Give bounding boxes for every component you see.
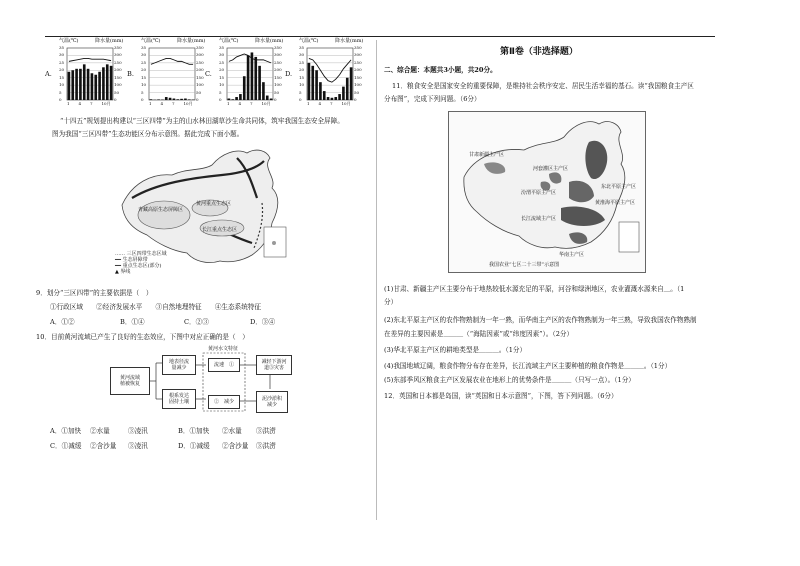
q10-choice-d-3: ③洪涝 (256, 442, 276, 450)
q9-choice-a[interactable]: A．①② (50, 318, 75, 326)
precip-bar (165, 97, 168, 100)
temp-tick: 25 (299, 59, 305, 65)
map1-legend-4: ▲ 界线 (115, 269, 131, 275)
precip-bar (157, 99, 160, 100)
temp-tick: 35 (59, 45, 65, 50)
precip-bar (350, 67, 353, 100)
map1-legend-3: ━━ 重点生态区(部分) (115, 263, 162, 269)
temp-tick: 25 (59, 59, 65, 65)
temp-tick: 0 (141, 97, 144, 102)
temp-tick: 20 (219, 67, 225, 73)
precip-bar (169, 98, 172, 100)
precip-bar (102, 67, 105, 100)
intro-line-1: “十四五”规划提出构建以“三区四带”为主的山水林田湖草沙生命共同体，筑牢我国生态安全屏障。 (60, 117, 344, 125)
precip-bar (106, 64, 109, 100)
precip-bar (87, 69, 90, 100)
q9-choice-b[interactable]: B．①④ (120, 318, 145, 326)
q10-choice-c-2: ②含沙量 (90, 442, 117, 450)
precip-axis-label: 降水量(mm) (255, 38, 284, 44)
precip-bar (247, 55, 250, 100)
precip-tick: 350 (114, 45, 122, 50)
climate-chart-3 (285, 38, 365, 110)
flow-cycle-label: 黄河水文特征 (208, 346, 239, 352)
month-tick: 1 (67, 101, 70, 106)
q10-choice-d-1[interactable]: D．①减缓 (178, 442, 210, 450)
precip-tick: 150 (114, 74, 122, 80)
temp-tick: 20 (59, 67, 65, 73)
top-rule (45, 36, 715, 37)
precip-bar (342, 87, 345, 100)
precip-tick: 200 (274, 67, 282, 73)
map2-label-fenwei: 汾渭平原主产区 (521, 190, 557, 196)
precip-bar (184, 99, 187, 100)
temp-tick: 5 (219, 89, 222, 95)
q12-stem: 12．英国和日本都是岛国，读“英国和日本示意图”，下图，答下列问题。（6分） (384, 392, 618, 400)
temp-tick: 5 (141, 89, 144, 95)
climate-chart-0 (45, 38, 125, 110)
temp-axis-label: 气温(℃) (59, 38, 79, 44)
climate-chart-letter[interactable]: D. (285, 70, 293, 78)
precip-bar (315, 70, 318, 100)
temp-tick: 30 (299, 52, 305, 58)
climate-chart-letter[interactable]: C. (205, 70, 212, 78)
month-tick: 10月 (183, 101, 193, 106)
month-tick: 1 (149, 101, 152, 106)
precip-bar (311, 66, 314, 100)
precip-bar (91, 73, 94, 100)
flow-box-e: 减轻下游河 道③灾害 (256, 355, 292, 375)
precip-axis-label: 降水量(mm) (95, 38, 124, 44)
month-tick: 1 (307, 101, 310, 106)
q11-sub1: (1)甘肃、新疆主产区主要分布于地热较低水源充足的平原，河谷和绿洲地区，农业灌溉水源来自＿。（1 (384, 285, 685, 293)
q10-choice-c-3: ③凌汛 (128, 442, 148, 450)
temp-tick: 0 (219, 97, 222, 102)
precip-tick: 100 (114, 82, 122, 88)
precip-bar (75, 69, 78, 100)
precip-tick: 100 (354, 82, 362, 88)
temp-tick: 30 (219, 52, 225, 58)
temp-tick: 10 (299, 82, 305, 88)
precip-tick: 50 (114, 89, 120, 95)
temp-tick: 15 (141, 74, 147, 80)
temp-tick: 15 (59, 74, 65, 80)
temp-tick: 20 (299, 67, 305, 73)
precip-tick: 0 (114, 97, 117, 102)
q9-stem: 9．划分“三区四带”的主要依据是（ ） (36, 289, 153, 297)
precip-tick: 100 (196, 82, 204, 88)
month-tick: 7 (250, 101, 253, 106)
month-tick: 7 (172, 101, 175, 106)
flow-origin-box: 黄河流域 植被恢复 (110, 367, 150, 395)
temp-tick: 35 (219, 45, 225, 50)
q11-sub5: (5)东部季风区粮食主产区发展农业在地形上的优势条件是＿＿＿（只写一点）。（1分） (384, 376, 635, 384)
flow-box-f: 泥沙淤积 减少 (256, 391, 288, 413)
precip-tick: 250 (354, 59, 362, 65)
precip-tick: 300 (114, 52, 122, 58)
month-tick: 10月 (261, 101, 271, 106)
precip-bar (231, 99, 234, 100)
precip-bar (180, 99, 183, 100)
map1-label-yellow-river: 黄河重点生态区 (196, 201, 232, 207)
month-tick: 4 (78, 101, 82, 106)
precip-tick: 200 (114, 67, 122, 73)
precip-tick: 50 (274, 89, 280, 95)
precip-tick: 250 (274, 59, 282, 65)
flow-box-b: 根系发达 固持土壤 (162, 389, 196, 409)
month-tick: 10月 (101, 101, 111, 106)
precip-bar (323, 91, 326, 100)
precip-tick: 0 (196, 97, 199, 102)
precip-bar (173, 99, 176, 100)
precip-bar (94, 75, 97, 100)
precip-bar (334, 97, 337, 100)
q9-choice-c[interactable]: C．②③ (184, 318, 209, 326)
precip-bar (319, 82, 322, 100)
precip-tick: 350 (196, 45, 204, 50)
precip-tick: 200 (354, 67, 362, 73)
precip-bar (235, 97, 238, 100)
precip-bar (98, 72, 101, 100)
precip-bar (258, 66, 261, 100)
climate-chart-1 (127, 38, 207, 110)
map2-caption: 我国农业“七区二十三带”示意图 (489, 262, 560, 268)
q10-choice-d-2: ②含沙量 (222, 442, 249, 450)
precip-tick: 300 (196, 52, 204, 58)
chart-frame (149, 48, 195, 100)
precip-bar (254, 57, 257, 100)
temp-tick: 20 (141, 67, 147, 73)
map2-label-south-china: 华南主产区 (559, 252, 585, 258)
q11-line-1: 11．粮食安全是国家安全的重要保障，是维持社会秩序安定、居民生活幸福的基石。读“我国粮食主产区 (392, 82, 694, 90)
climate-chart-svg (205, 38, 285, 110)
precip-bar (308, 63, 311, 100)
temp-tick: 0 (299, 97, 302, 102)
q11-sub3: (3)华北平原主产区的耕地类型是＿＿＿。（1分） (384, 346, 527, 354)
map2-label-hetao: 河套灌区主产区 (533, 166, 569, 172)
precip-bar (270, 99, 273, 100)
month-tick: 7 (90, 101, 93, 106)
precip-bar (71, 70, 74, 100)
precip-bar (327, 97, 330, 100)
precip-tick: 150 (196, 74, 204, 80)
temp-tick: 25 (141, 59, 147, 65)
map2-label-northeast: 东北平原主产区 (601, 184, 637, 190)
three-zones-four-belts-map (112, 143, 304, 278)
temperature-line (151, 58, 193, 64)
intro-line-2: 图为我国“三区四带”生态功能区分布示意图。据此完成下面小题。 (52, 130, 244, 138)
temp-tick: 10 (219, 82, 225, 88)
month-tick: 4 (160, 101, 164, 106)
map2-label-huanghuaihai: 黄淮海平原主产区 (595, 200, 636, 206)
precip-axis-label: 降水量(mm) (177, 38, 206, 44)
q11-sub2-cont: 在差异的主要因素是＿＿＿（“海陆因素”或“纬度因素”）。（2分） (384, 330, 574, 338)
temp-tick: 10 (141, 82, 147, 88)
climate-chart-letter[interactable]: A. (45, 70, 52, 78)
precip-tick: 350 (354, 45, 362, 50)
q10-choice-a-2: ②水量 (90, 427, 110, 435)
precip-bar (150, 99, 153, 100)
precip-bar (331, 98, 334, 100)
precip-bar (83, 64, 86, 100)
map1-label-qinghai: 青藏高原生态屏障区 (138, 207, 184, 213)
precip-bar (266, 96, 269, 100)
temp-tick: 30 (59, 52, 65, 58)
q10-choice-b-2: ②水量 (222, 427, 242, 435)
grain-production-map (448, 111, 646, 273)
precip-bar (188, 99, 191, 100)
temp-tick: 5 (299, 89, 302, 95)
temp-axis-label: 气温(℃) (141, 38, 161, 44)
precip-tick: 300 (354, 52, 362, 58)
precip-tick: 150 (274, 74, 282, 80)
temp-tick: 0 (59, 97, 62, 102)
precip-tick: 150 (354, 74, 362, 80)
precip-tick: 250 (196, 59, 204, 65)
q11-line-2: 分布图”，完成下列问题。（6分） (384, 95, 481, 103)
q10-choice-b-1[interactable]: B．①加快 (178, 427, 210, 435)
climate-chart-2 (205, 38, 285, 110)
temp-tick: 10 (59, 82, 65, 88)
map1-legend-2: ━━ 生态屏障带 (115, 257, 148, 263)
q10-stem: 10．目前黄河流域已产生了良好的生态效应，下图中对应正确的是（ ） (36, 333, 249, 341)
q10-choice-b-3: ③洪涝 (256, 427, 276, 435)
precip-bar (251, 52, 254, 100)
month-tick: 7 (330, 101, 333, 106)
q10-choice-c-1[interactable]: C．①减缓 (50, 442, 82, 450)
q11-sub4: (4)我国地域辽阔，粮食作物分布存在差异，长江流域主产区主要种植的粮食作物是＿＿＿。（1分） (384, 362, 672, 370)
temperature-line (69, 58, 111, 61)
precip-bar (346, 78, 349, 100)
temp-tick: 15 (299, 74, 305, 80)
precip-tick: 350 (274, 45, 282, 50)
precip-tick: 50 (354, 89, 360, 95)
temp-tick: 30 (141, 52, 147, 58)
precip-tick: 0 (274, 97, 277, 102)
precip-bar (243, 76, 246, 100)
precip-tick: 100 (274, 82, 282, 88)
chart-frame (227, 48, 273, 100)
temp-axis-label: 气温(℃) (299, 38, 319, 44)
section-heading: 二、综合题：本题共3小题，共20分。 (384, 66, 497, 74)
q10-flowchart (110, 345, 310, 417)
q9-choice-d[interactable]: D．③④ (250, 318, 276, 326)
flow-box-d: ② 减少 (208, 395, 240, 409)
precip-bar (228, 99, 231, 100)
precip-bar (79, 69, 82, 100)
month-tick: 4 (318, 101, 322, 106)
map2-label-yangtze: 长江流域主产区 (521, 216, 557, 222)
flow-box-c: 流速 ① (208, 358, 240, 372)
climate-chart-svg (285, 38, 365, 110)
q10-choice-a-3: ③凌汛 (128, 427, 148, 435)
temp-tick: 35 (141, 45, 147, 50)
q11-sub1-cont: 分） (384, 298, 398, 306)
precip-axis-label: 降水量(mm) (335, 38, 364, 44)
q11-sub2: (2)东北平原主产区的农作物熟制为一年一熟，而华南主产区的农作物熟制为一年三熟，导致我国农作物熟制 (384, 316, 697, 324)
column-divider (376, 40, 377, 520)
temp-tick: 15 (219, 74, 225, 80)
precip-bar (176, 99, 179, 100)
precip-bar (68, 72, 71, 100)
part2-title: 第Ⅱ卷（非选择题） (500, 47, 578, 57)
precip-tick: 0 (354, 97, 357, 102)
q9-options: ①行政区域 ②经济发展水平 ③自然地理特征 ④生态系统特征 (50, 303, 261, 311)
map2-label-gansu-xinjiang: 甘肃新疆主产区 (469, 152, 505, 158)
month-tick: 10月 (341, 101, 351, 106)
precip-tick: 300 (274, 52, 282, 58)
precip-tick: 200 (196, 67, 204, 73)
month-tick: 4 (238, 101, 242, 106)
temp-tick: 35 (299, 45, 305, 50)
precip-bar (338, 94, 341, 100)
precip-bar (110, 66, 113, 100)
flow-box-a: 地表径流 量减少 (162, 355, 196, 375)
climate-chart-letter[interactable]: B. (127, 70, 134, 78)
precip-bar (239, 94, 242, 100)
temp-axis-label: 气温(℃) (219, 38, 239, 44)
temp-tick: 5 (59, 89, 62, 95)
map1-legend-1: …… 三区四带生态区域 (115, 251, 167, 257)
precip-tick: 250 (114, 59, 122, 65)
month-tick: 1 (227, 101, 230, 106)
precip-tick: 50 (196, 89, 202, 95)
temp-tick: 25 (219, 59, 225, 65)
q10-choice-a-1[interactable]: A．①加快 (50, 427, 82, 435)
precip-bar (262, 82, 265, 100)
climate-chart-svg (45, 38, 125, 110)
map1-label-yangtze: 长江重点生态区 (202, 227, 238, 233)
climate-chart-svg (127, 38, 207, 110)
